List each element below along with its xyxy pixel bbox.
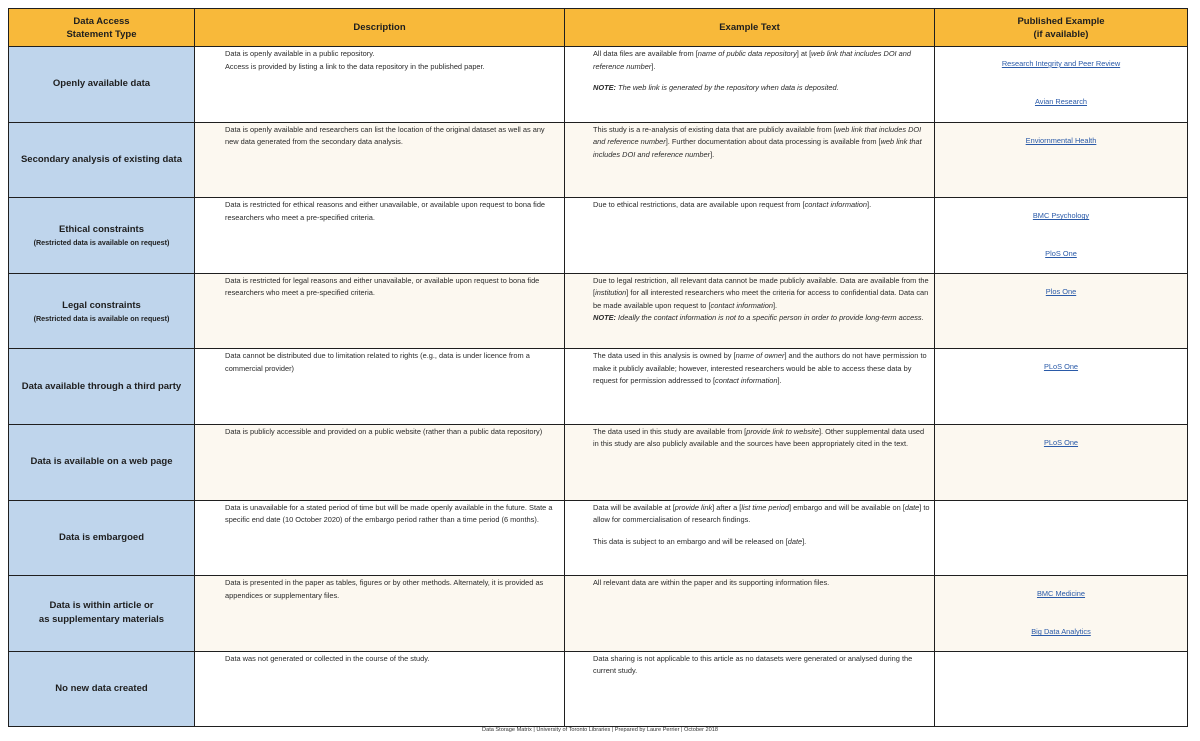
row-description: [195, 47, 565, 123]
description-line: Access is provided by listing a link to the data repository in the published paper.: [225, 61, 485, 71]
example-text: ] to allow for commercialisation of research findings.: [593, 502, 930, 525]
example-text: ] at [: [796, 49, 812, 58]
row-description: Data is openly available and researchers can list the location of the original dataset as well as any new data generated from the secondary data analysis.: [195, 122, 565, 198]
note-text: Ideally the contact information is not to a specific person in order to provide long-term access.: [616, 313, 924, 323]
table-row: [9, 198, 1188, 274]
example-placeholder: list time period: [741, 502, 789, 512]
example-note: [593, 312, 930, 325]
example-placeholder: name of owner: [735, 351, 785, 361]
example-text: ].: [651, 61, 656, 71]
published-link[interactable]: Research Integrity and Peer Review: [1001, 59, 1121, 68]
row-example: All relevant data are within the paper and its supporting information files.: [565, 576, 935, 652]
row-type: Data is available on a web page: [9, 424, 195, 500]
example-placeholder: provide link to website: [746, 426, 819, 436]
table-row: [9, 349, 1188, 425]
row-description: Data is restricted for legal reasons and either unavailable, or available upon request to bona fide researchers who meet a pre-specified criteria.: [195, 273, 565, 349]
published-link[interactable]: PLoS One: [1043, 362, 1079, 372]
published-link[interactable]: Big Data Analytics: [1031, 627, 1091, 637]
header-type-line1: Data Access: [73, 15, 130, 27]
example-text: ].: [867, 200, 872, 210]
row-example: [565, 273, 935, 349]
example-placeholder: provide link: [674, 502, 713, 512]
table-row: [9, 47, 1188, 123]
example-placeholder: web link that includes DOI and reference number: [593, 49, 911, 71]
row-example: [565, 349, 935, 425]
row-published: [935, 47, 1188, 123]
example-placeholder: institution: [595, 288, 627, 298]
published-link[interactable]: PloS One: [1045, 249, 1077, 259]
table-row: [9, 424, 1188, 500]
example-text: Data will be available at [: [593, 502, 675, 512]
row-published: [935, 576, 1188, 652]
row-description: Data is unavailable for a stated period of time but will be made openly available in the future. State a specific end date (10 October 2020) of the embargo period rather than a time period (6 months).: [195, 500, 565, 576]
row-type: [9, 198, 195, 274]
row-example: [565, 198, 935, 274]
row-published: [935, 424, 1188, 500]
row-description: Data cannot be distributed due to limitation related to rights (e.g., data is under licence from a commercial provider): [195, 349, 565, 425]
row-type: Secondary analysis of existing data: [9, 122, 195, 198]
published-link[interactable]: BMC Medicine: [1036, 589, 1086, 599]
row-type-line2: as supplementary materials: [38, 614, 165, 626]
example-text: This study is a re-analysis of existing data that are publicly available from [: [593, 124, 836, 134]
row-type: [9, 273, 195, 349]
example-text: ]. Other supplemental data used in this study are also publicly available and the sources have been appropriately cited in the text.: [593, 426, 925, 449]
row-published: [935, 651, 1188, 727]
table-row: [9, 651, 1188, 727]
example-text: ] and the authors do not have permission to make it publicly available; however, interested researchers would be able to access these data by request for permission addressed to [: [593, 351, 927, 386]
table-row: [9, 576, 1188, 652]
row-description: Data is publicly accessible and provided on a public website (rather than a public data repository): [195, 424, 565, 500]
row-type-title: Legal constraints: [62, 299, 141, 311]
published-link[interactable]: PLoS One: [1043, 437, 1079, 447]
row-type-subtitle: (Restricted data is available on request): [33, 313, 170, 323]
example-text: The data used in this study are available from [: [593, 426, 747, 436]
header-published-line2: (if available): [1033, 28, 1089, 40]
example-placeholder: date: [904, 502, 920, 512]
header-type-line2: Statement Type: [66, 28, 137, 40]
header-type: [9, 9, 195, 47]
example-note: [593, 83, 839, 92]
published-link[interactable]: Enviornmental Health: [1025, 135, 1097, 145]
published-link[interactable]: Avian Research: [1034, 97, 1088, 106]
header-example: Example Text: [565, 9, 935, 47]
row-published: [935, 198, 1188, 274]
row-example: [565, 47, 935, 123]
data-access-table-container: [8, 8, 1187, 727]
row-type-subtitle: (Restricted data is available on request): [33, 237, 170, 247]
row-example: Data sharing is not applicable to this article as no datasets were generated or analysed during the current study.: [565, 651, 935, 727]
example-text: All data files are available from [: [593, 49, 698, 58]
header-row: [9, 9, 1188, 47]
example-placeholder: web link that includes DOI and reference number: [593, 124, 922, 147]
example-text: ].: [710, 149, 715, 159]
example-text: ] embargo and will be available on [: [788, 502, 905, 512]
row-type: Data available through a third party: [9, 349, 195, 425]
row-example: [565, 424, 935, 500]
row-description: Data was not generated or collected in the course of the study.: [195, 651, 565, 727]
row-description: Data is presented in the paper as tables, figures or by other methods. Alternately, it is provided as appendices or supplementary files.: [195, 576, 565, 652]
published-link[interactable]: BMC Psychology: [1032, 211, 1090, 221]
example-placeholder: date: [787, 536, 803, 546]
example-placeholder: contact information: [804, 200, 868, 210]
table-row: [9, 122, 1188, 198]
row-type: Data is embargoed: [9, 500, 195, 576]
example-text: ] after a [: [712, 502, 742, 512]
table-row: [9, 500, 1188, 576]
example-text: ] for all interested researchers who meet the criteria for access to confidential data. Data can be made available upon request to [: [593, 288, 929, 310]
example-text: This data is subject to an embargo and will be released on [: [593, 536, 788, 546]
example-placeholder: name of public data repository: [697, 49, 797, 58]
header-published-line1: Published Example: [1017, 15, 1105, 27]
row-published: [935, 500, 1188, 576]
row-type-line1: Data is within article or: [49, 600, 154, 612]
note-text: The web link is generated by the repository when data is deposited.: [616, 83, 839, 92]
header-published: [935, 9, 1188, 47]
note-label: NOTE:: [593, 83, 616, 92]
row-type: [9, 576, 195, 652]
row-example: [565, 122, 935, 198]
example-placeholder: contact information: [715, 376, 778, 386]
header-description: Description: [195, 9, 565, 47]
row-published: [935, 273, 1188, 349]
example-placeholder: contact information: [710, 300, 773, 310]
row-published: [935, 349, 1188, 425]
row-example: [565, 500, 935, 576]
example-text: Due to legal restriction, all relevant data cannot be made publicly available. Data are available from the [: [593, 275, 929, 298]
example-text: ].: [772, 300, 778, 310]
example-text: ].: [802, 536, 807, 546]
published-link[interactable]: Plos One: [1045, 286, 1077, 296]
example-text: ].: [777, 376, 782, 386]
row-type: No new data created: [9, 651, 195, 727]
row-type: Openly available data: [9, 47, 195, 123]
page-footer: Data Storage Matrix | University of Toronto Libraries | Prepared by Laure Perrier | October 2018: [482, 727, 718, 733]
example-placeholder: web link that includes DOI and reference number: [593, 137, 922, 159]
row-type-title: Ethical constraints: [59, 223, 144, 235]
row-published: [935, 122, 1188, 198]
example-text: The data used in this analysis is owned by [: [593, 351, 736, 361]
example-text: Due to ethical restrictions, data are available upon request from [: [593, 200, 805, 210]
row-description: Data is restricted for ethical reasons and either unavailable, or available upon request to bona fide researchers who meet a pre-specified criteria.: [195, 198, 565, 274]
data-access-table: [8, 8, 1188, 727]
table-row: [9, 273, 1188, 349]
example-text: ]. Further documentation about data processing is available from [: [665, 137, 881, 147]
description-line: Data is openly available in a public repository.: [225, 49, 375, 58]
note-label: NOTE:: [593, 313, 616, 323]
